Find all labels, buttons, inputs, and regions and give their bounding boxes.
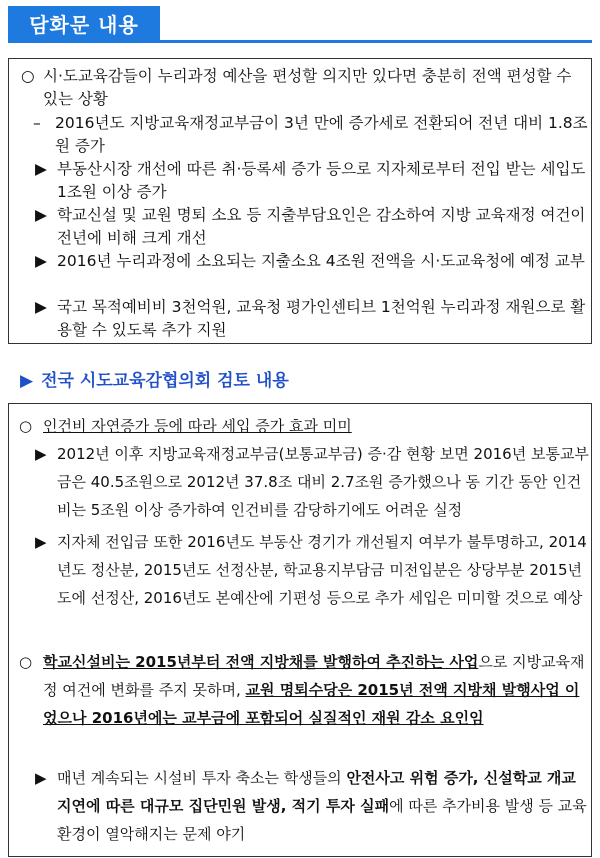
triangle-bullet-icon: ▶: [35, 533, 47, 551]
review-item-plain-text: 매년 계속되는 시설비 투자 축소는 학생들의: [57, 769, 347, 787]
review-item-text: [35, 764, 589, 848]
statement-item-text: 시·도교육감들이 누리과정 예산을 편성할 의지만 있다면 충분히 전액 편성할 수 있는 상황: [43, 67, 572, 108]
triangle-bullet-icon: ▶: [35, 298, 47, 316]
review-item-plain-text: 으로 지방교육재정 여건에 변화를 주지 못하며,: [43, 653, 585, 699]
review-section-heading: [20, 366, 289, 391]
review-item-text: 2012년 이후 지방교육재정교부금(보통교부금) 증·감 현황 보면 2016년 보통교부금은 40.5조원으로 2012년 37.8조 대비 2.7조원 증가했으나 동 기간 동안 인건비는 5조원 이상 증가하여 인건비를 감당하기에도 어려운 실정: [57, 445, 589, 519]
statement-item: [35, 250, 589, 273]
triangle-bullet-icon: ▶: [35, 160, 47, 178]
review-item: [35, 764, 589, 848]
review-item: [35, 528, 589, 612]
circle-bullet-icon: ○: [19, 417, 33, 435]
statement-item-text: 2016년도 지방교육재정교부금이 3년 만에 증가세로 전환되어 전년 대비 1.8조원 증가: [55, 114, 588, 155]
review-content-box: [8, 403, 592, 857]
statement-item: [35, 296, 589, 342]
statement-content-box: [8, 58, 592, 344]
statement-item-text: 부동산시장 개선에 따른 취·등록세 증가 등으로 지자체로부터 전입 받는 세입도 1조원 이상 증가: [57, 160, 586, 201]
review-item: [35, 440, 589, 524]
school-facility-highlight: 학교신설비는 2015년부터 전액 지방채를 발행하여 추진하는 사업: [43, 653, 479, 671]
statement-item-text: 국고 목적예비비 3천억원, 교육청 평가인센티브 1천억원 누리과정 재원으로 활용할 수 있도록 추가 지원: [57, 298, 586, 339]
statement-item: [33, 112, 589, 158]
triangle-heading-icon: ▶: [20, 371, 34, 391]
review-heading-text: 전국 시도교육감협의회 검토 내용: [41, 371, 289, 391]
risk-highlight: 안전사고 위험 증가, 신설학교 개교 지연에 따른 대규모 집단민원 발생, 적기 투자 실패: [57, 769, 576, 815]
retirement-allowance-highlight: 교원 명퇴수당은 2015년 전액 지방채 발행사업 이었으나 2016년에는 교부금에 포함되어 실질적인 재원 감소 요인임: [43, 681, 580, 727]
review-item: [19, 648, 589, 732]
dash-bullet-icon: –: [33, 114, 41, 132]
review-item-text: 인건비 자연증가 등에 따라 세입 증가 효과 미미: [43, 417, 352, 435]
statement-item: [35, 158, 589, 204]
title-underline-rule: [8, 40, 592, 43]
section-title: 담화문 내용: [29, 12, 139, 37]
review-item-text: 지자체 전입금 또한 2016년도 부동산 경기가 개선될지 여부가 불투명하고, 2014년도 정산분, 2015년도 선정산분, 학교용지부담금 미전입분은 상당부분 2015년도에 선정산, 2016년도 본예산에 기편성 등으로 추가 세입은 미미할 것으로 예상: [57, 533, 587, 607]
statement-item: [21, 65, 589, 111]
triangle-bullet-icon: ▶: [35, 252, 47, 270]
review-item-plain-text: 에 따른 추가비용 발생 등 교육환경이 열악해지는 문제 야기: [57, 797, 587, 843]
statement-item: [35, 204, 589, 250]
section-title-badge: [8, 6, 160, 40]
review-item: [19, 412, 589, 440]
statement-item-text: 학교신설 및 교원 명퇴 소요 등 지출부담요인은 감소하여 지방 교육재정 여건이 전년에 비해 크게 개선: [57, 206, 586, 247]
triangle-bullet-icon: ▶: [35, 445, 47, 463]
triangle-bullet-icon: ▶: [35, 206, 47, 224]
circle-bullet-icon: ○: [19, 653, 33, 671]
triangle-bullet-icon: ▶: [35, 769, 47, 787]
circle-bullet-icon: ○: [21, 67, 35, 85]
statement-item-text: 2016년 누리과정에 소요되는 지출소요 4조원 전액을 시·도교육청에 예정 교부: [57, 252, 585, 270]
review-item-text: [19, 648, 589, 732]
